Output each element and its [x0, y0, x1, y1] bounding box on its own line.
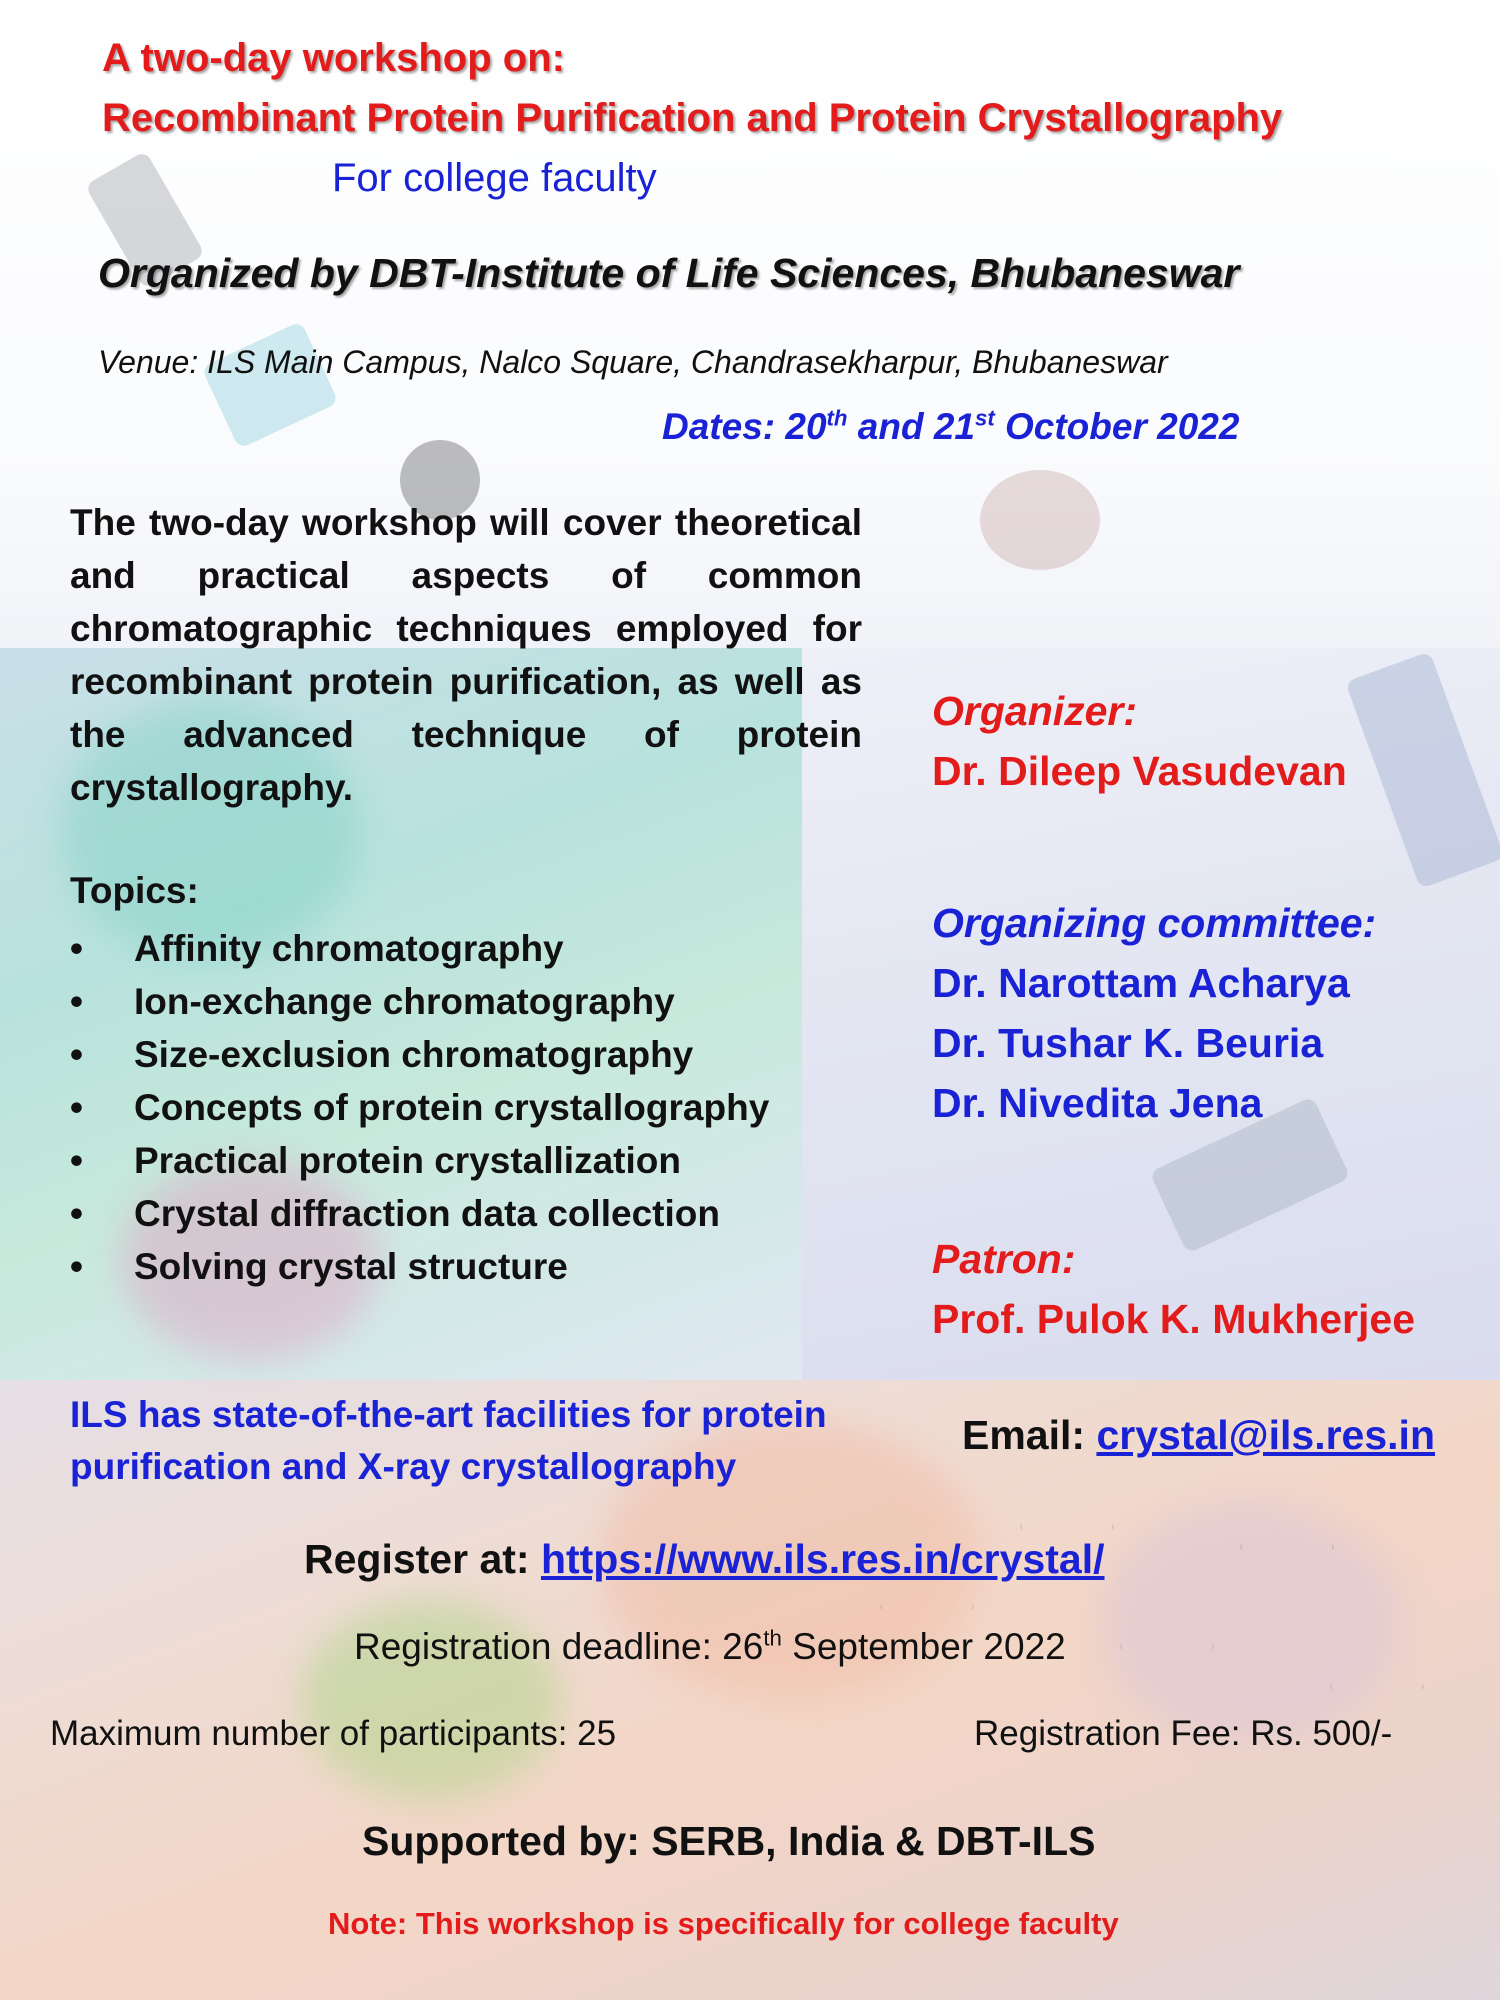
topic-item [70, 1187, 769, 1240]
bullet-icon: • [70, 981, 83, 1022]
max-participants: Maximum number of participants: 25 [50, 1714, 617, 1753]
topic-item [70, 1240, 769, 1293]
topic-item [70, 1134, 769, 1187]
organizer-label: Organizer: [932, 688, 1138, 734]
dates-sup-1: th [826, 405, 848, 431]
topic-item [70, 1028, 769, 1081]
topics-heading: Topics: [70, 870, 199, 911]
facilities-line-2: purification and X-ray crystallography [70, 1446, 737, 1487]
deadline-prefix: Registration deadline: 26 [354, 1626, 764, 1667]
committee-member: Dr. Tushar K. Beuria [932, 1020, 1324, 1066]
bullet-icon: • [70, 1246, 83, 1287]
supported-by: Supported by: SERB, India & DBT-ILS [362, 1818, 1096, 1864]
topic-label: Practical protein crystallization [134, 1140, 681, 1181]
topic-label: Ion-exchange chromatography [134, 981, 675, 1022]
register-link[interactable]: https://www.ils.res.in/crystal/ [540, 1536, 1105, 1582]
topic-label: Crystal diffraction data collection [134, 1193, 720, 1234]
bullet-icon: • [70, 1087, 83, 1128]
topics-list [70, 922, 769, 1293]
note: Note: This workshop is specifically for college faculty [328, 1906, 1119, 1941]
bullet-icon: • [70, 1140, 83, 1181]
dates-middle: and 21 [847, 406, 975, 447]
workshop-description: The two-day workshop will cover theoretical and practical aspects of common chromatographic techniques employed for recombinant protein purification, as well as the advanced technique of protein crystallography. [70, 502, 862, 808]
email-label: Email: [962, 1412, 1097, 1458]
email [962, 1412, 1435, 1459]
dates-sup-2: st [974, 405, 995, 431]
deadline-sup: th [763, 1625, 782, 1651]
venue: Venue: ILS Main Campus, Nalco Square, Chandrasekharpur, Bhubaneswar [98, 344, 1168, 380]
dates-suffix: October 2022 [994, 406, 1240, 447]
topic-item [70, 922, 769, 975]
dates-prefix: Dates: 20 [662, 406, 827, 447]
registration-deadline [354, 1626, 1066, 1668]
committee-member: Dr. Narottam Acharya [932, 960, 1350, 1006]
patron-name: Prof. Pulok K. Mukherjee [932, 1296, 1415, 1342]
topic-label: Size-exclusion chromatography [134, 1034, 694, 1075]
organizer-name: Dr. Dileep Vasudevan [932, 748, 1347, 794]
dates [662, 406, 1239, 448]
register-label: Register at: [304, 1536, 541, 1582]
bullet-icon: • [70, 1193, 83, 1234]
topic-label: Affinity chromatography [134, 928, 564, 969]
organized-by: Organized by DBT-Institute of Life Sciences, Bhubaneswar [98, 250, 1240, 296]
bullet-icon: • [70, 928, 83, 969]
audience-subtitle: For college faculty [332, 156, 657, 200]
topic-label: Concepts of protein crystallography [134, 1087, 770, 1128]
topic-label: Solving crystal structure [134, 1246, 568, 1287]
header-line-1: A two-day workshop on: [102, 36, 565, 80]
registration-fee: Registration Fee: Rs. 500/- [974, 1714, 1393, 1753]
bullet-icon: • [70, 1034, 83, 1075]
email-link[interactable]: crystal@ils.res.in [1096, 1412, 1435, 1458]
deadline-suffix: September 2022 [781, 1626, 1066, 1667]
facilities-line-1: ILS has state-of-the-art facilities for protein [70, 1394, 827, 1435]
topic-item [70, 1081, 769, 1134]
committee-member: Dr. Nivedita Jena [932, 1080, 1263, 1126]
register [304, 1536, 1104, 1583]
patron-label: Patron: [932, 1236, 1076, 1282]
workshop-title: Recombinant Protein Purification and Protein Crystallography [102, 96, 1283, 140]
topic-item [70, 975, 769, 1028]
committee-label: Organizing committee: [932, 900, 1377, 946]
